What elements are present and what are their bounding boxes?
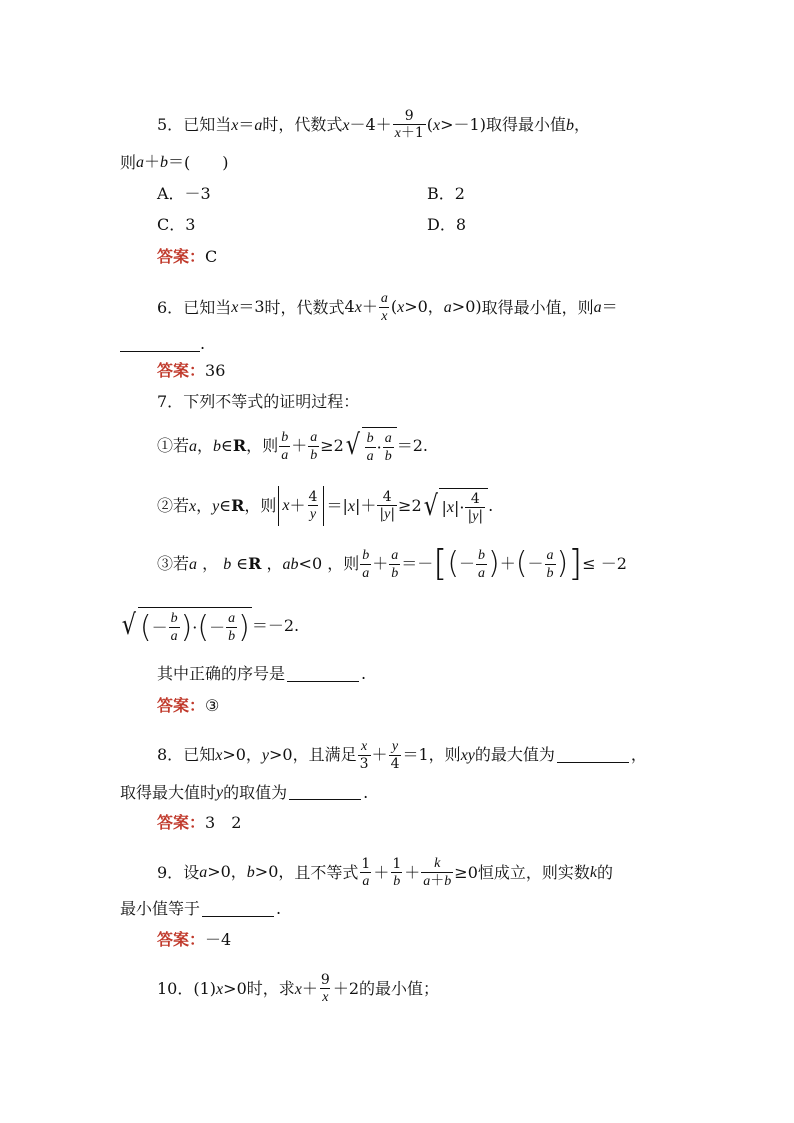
q7-question-text: 其中正确的序号是: [157, 664, 286, 683]
q5-text-b: 时，代数式: [262, 115, 343, 134]
q7-item2-prefix: ②若: [157, 496, 190, 515]
q6-answer-value: 36: [205, 361, 226, 380]
q10-line1: 10． (1) x>0 时，求 x＋ $\frac{9}{x}$ ＋2 的最小值；: [157, 972, 440, 1005]
q7-item3-line1: ③若 a ， b ∈R ，ab<0 ， 则 $\frac{b}{a}$ ＋ $\frac{a}{b}$ ＝－ [ ( － $\frac{b}{a}$ ) ＋ ( － $\frac{a}{b}$ ) ] ≤ －2: [157, 543, 627, 584]
q8-text-f: 的取值为: [223, 782, 288, 802]
q6-answer: [157, 361, 225, 381]
q7-answer-value: ③: [205, 696, 220, 715]
q7-blank[interactable]: [287, 667, 359, 682]
q7-line1: [157, 392, 359, 412]
q7-item2: ②若 x，y∈R， 则 x ＋ $\frac{4}{y}$ ＝|x|＋ $\frac{4}{|y|}$ ≥2 √ | x |· $\frac{4}{|y|}$ .: [157, 484, 493, 528]
q9-text-d: 的: [597, 862, 614, 882]
q9-answer-label: 答案：: [157, 930, 206, 949]
q7-item3-line2: √ ( － $\frac{b}{a}$ ) · ( － $\frac{a}{b}$ ) ＝－2.: [121, 608, 300, 645]
q9-text-a: 设: [183, 862, 200, 882]
q8-text-b: 且满足: [308, 745, 357, 764]
q7-item1-sqrt: √ $\frac{b}{a}$ · $\frac{a}{b}$: [344, 427, 397, 465]
q5-text-a: 已知当: [183, 115, 232, 134]
q8-answer-value: 3 2: [205, 813, 242, 832]
q9-number: 9．: [157, 862, 184, 882]
q7-answer-label: 答案：: [157, 696, 206, 715]
q8-blank2[interactable]: [289, 785, 361, 800]
q7-item3-then: 则: [343, 554, 360, 573]
q5-answer: [157, 247, 217, 267]
q5-text-c: 取得最小值: [485, 115, 566, 134]
q6-text-b: 时，代数式: [264, 297, 345, 317]
q8-blank1[interactable]: [557, 748, 629, 763]
q8-answer-label: 答案：: [157, 813, 206, 832]
q8-text-c: 则: [444, 745, 461, 764]
q7-item1-prefix: ①若: [157, 436, 190, 455]
q8-text-a: 已知: [183, 745, 216, 764]
q5-line1: 5． 已知当 x＝a 时，代数式 x－4＋ $\frac{9}{x+1}$ (x>－1) 取得最小值 b，: [157, 108, 591, 141]
q9-answer: [157, 930, 231, 950]
q5-answer-value: C: [205, 247, 218, 266]
q8-line1: 8． 已知 x>0，y>0， 且满足 $\frac{x}{3}$ ＋ $\frac{y}{4}$ ＝1， 则 xy 的最大值为 ，: [157, 739, 647, 772]
q5-text-d: 则: [120, 152, 137, 172]
q6-line1: 6． 已知当 x＝3 时，代数式 4x＋ $\frac{a}{x}$ (x>0，a>0) 取得最小值，则 a＝: [157, 291, 618, 324]
q9-text-c: 恒成立，则实数: [477, 862, 590, 882]
q7-item2-sqrt: √ | x |· $\frac{4}{|y|}$: [422, 488, 488, 525]
q7-item3-sqrt: √ ( － $\frac{b}{a}$ ) · ( － $\frac{a}{b}$ ): [121, 608, 250, 645]
q6-answer-label: 答案：: [157, 361, 206, 380]
q10-number: 10．: [157, 979, 194, 998]
q6-blank[interactable]: [120, 337, 200, 352]
q8-text-e: 取得最大值时: [120, 782, 217, 802]
q7-answer: [157, 696, 219, 716]
q7-item3-prefix: ③若: [157, 554, 190, 573]
q5-option-b: B．2: [427, 184, 465, 203]
q9-line2: 最小值等于 .: [120, 899, 282, 918]
q5-answer-label: 答案：: [157, 247, 206, 266]
q9-answer-value: －4: [205, 930, 232, 949]
q7-number: 7．: [157, 392, 184, 411]
q7-text: 下列不等式的证明过程：: [183, 392, 360, 411]
q7-item1: ①若 a，b∈R， 则 $\frac{b}{a}$ ＋ $\frac{a}{b}$ ≥2 √ $\frac{b}{a}$ · $\frac{a}{b}$ ＝2.: [157, 428, 429, 464]
q7-question: 其中正确的序号是 .: [157, 664, 367, 683]
q6-line2: .: [120, 334, 205, 354]
q8-text-d: 的最大值为: [474, 745, 555, 764]
q9-line1: 9． 设 a>0，b>0， 且不等式 $\frac{1}{a}$ ＋ $\frac{1}{b}$ ＋ $\frac{k}{a+b}$ ≥0 恒成立，则实数 k 的: [157, 855, 614, 889]
q6-number: 6．: [157, 297, 184, 317]
q6-text-c: 取得最小值，则: [481, 297, 594, 317]
q10-text-c: 的最小值；: [359, 979, 440, 998]
q7-item1-then: 则: [262, 436, 279, 455]
q9-text-b: 且不等式: [294, 862, 359, 882]
q6-text-a: 已知当: [183, 297, 232, 317]
q8-number: 8．: [157, 745, 184, 764]
q5-fraction: $\frac{9}{x+1}$: [394, 108, 424, 141]
q5-option-d: D．8: [427, 215, 467, 234]
q8-answer: [157, 813, 241, 833]
q9-text-e: 最小值等于: [120, 899, 201, 918]
q10-text-b: 时，求: [246, 979, 295, 998]
q9-blank[interactable]: [202, 902, 274, 917]
q10-text-a: (1): [193, 979, 217, 998]
q8-line2: 取得最大值时 y 的取值为 .: [120, 782, 369, 802]
q5-paren: ( ): [184, 152, 229, 172]
q5-option-a: A．－3: [157, 184, 211, 203]
q5-option-c: C．3: [157, 215, 196, 234]
q7-item2-then: 则: [260, 496, 277, 515]
q6-fraction: $\frac{a}{x}$: [380, 291, 388, 324]
q5-line2: 则 a＋b＝ ( ): [120, 152, 229, 172]
q5-number: 5．: [157, 115, 184, 134]
q7-item2-abs: x ＋ $\frac{4}{y}$: [278, 486, 324, 526]
